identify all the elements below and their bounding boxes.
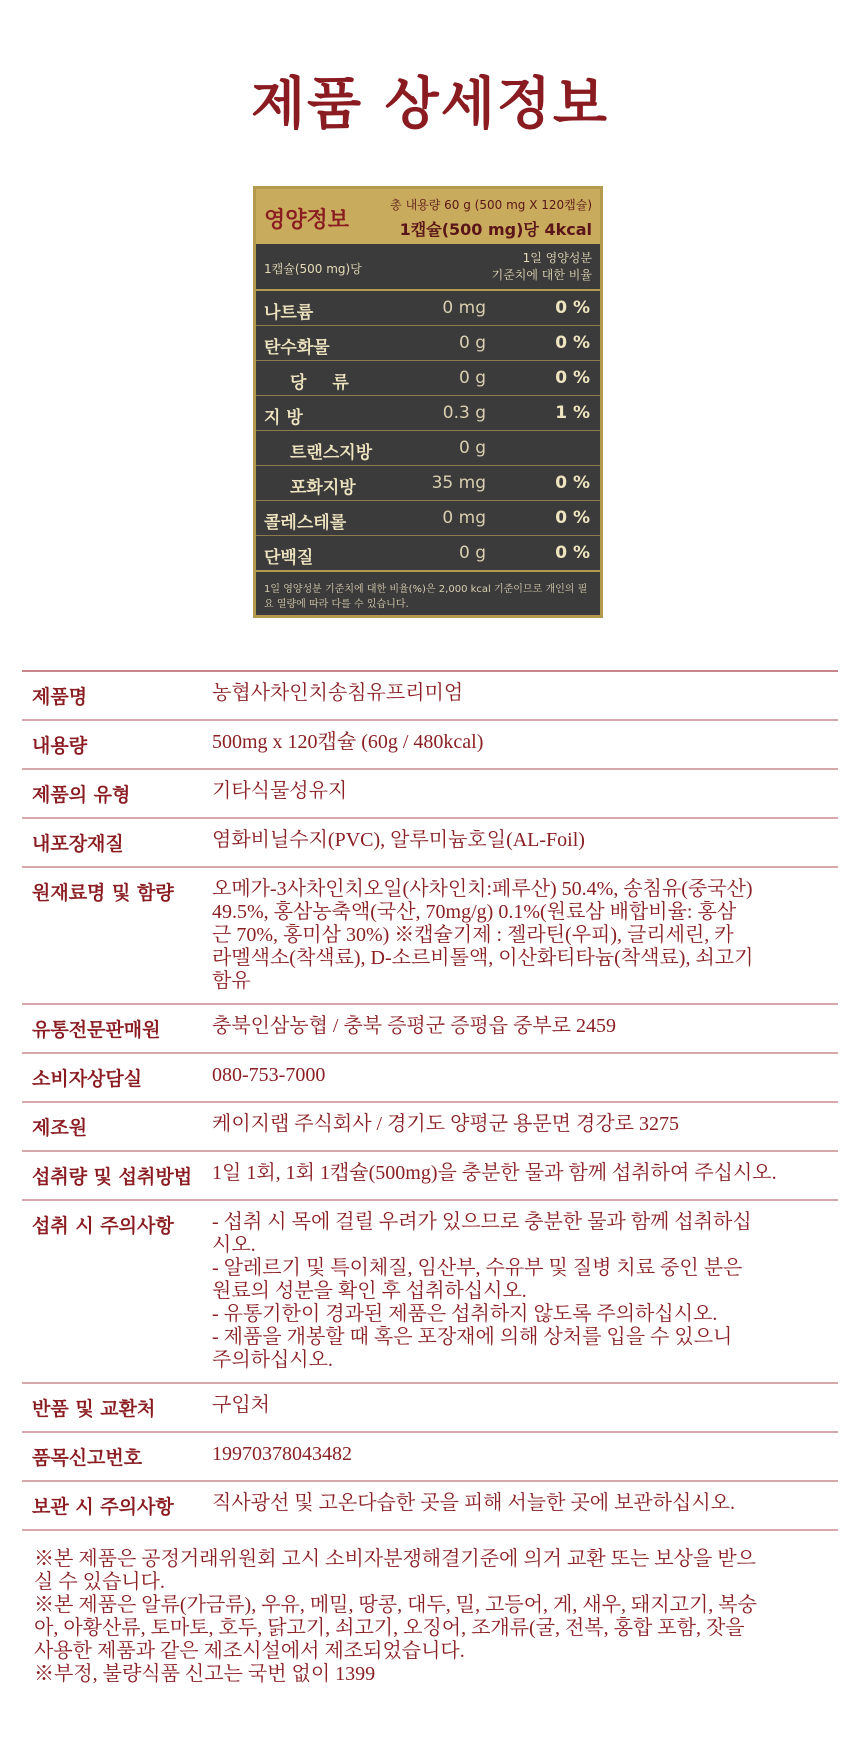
table-row <box>22 1005 838 1054</box>
nutrient-percent: 0 % <box>555 473 590 493</box>
nutrient-percent: 0 % <box>555 333 590 353</box>
row-value: 080-753-7000 <box>212 1064 326 1086</box>
table-row <box>22 1103 838 1152</box>
daily-value-line-1: 1일 영양성분 <box>522 251 592 265</box>
nutrition-label: 영양정보 <box>264 208 350 233</box>
row-value: 충북인삼농협 / 충북 증평군 증평읍 중부로 2459 <box>212 1015 616 1037</box>
notice-text: ※본 제품은 공정거래위원회 고시 소비자분쟁해결기준에 의거 교환 또는 보상을 받으 실 수 있습니다. ※본 제품은 알류(가금류), 우유, 메밀, 땅콩, 대두, 밀, 고등어, 게, 새우, 돼지고기, 복숭 아, 아황산류, 토마토, 호두, 닭고기, 쇠고기, 오징어, 조개류(굴, 전복, 홍합 포함, 잣을 사용한 제품과 같은 제조시설에서 제조되었습니다. ※부정, 불량식품 신고는 국번 없이 1399 <box>34 1548 757 1685</box>
row-value: 1일 1회, 1회 1캡슐(500mg)을 충분한 물과 함께 섭취하여 주십시오. <box>212 1162 777 1184</box>
nutrition-total: 총 내용량 60 g (500 mg X 120캡슐) <box>390 198 592 212</box>
serving-unit-label: 1캡슐(500 mg)당 <box>264 262 362 276</box>
row-value: - 섭취 시 목에 걸릴 우려가 있으므로 충분한 물과 함께 섭취하십 시오. - 알레르기 및 특이체질, 임산부, 수유부 및 질병 치료 중인 분은 원료의 성분을 확인 후 섭취하십시오. - 유통기한이 경과된 제품은 섭취하지 않도록 주의하십시오. - 제품을 개봉할 때 혹은 포장재에 의해 상처를 입을 수 있으니 주의하십시오. <box>212 1211 752 1371</box>
daily-value-label <box>492 250 592 284</box>
row-key: 품목신고번호 <box>32 1447 143 1469</box>
table-row <box>22 1054 838 1103</box>
nutrient-amount: 35 mg <box>431 473 486 493</box>
row-key: 제품명 <box>32 686 88 708</box>
daily-value-line-2: 기준치에 대한 비율 <box>491 268 592 282</box>
nutrient-name: 지 방 <box>264 408 303 428</box>
nutrient-name: 트랜스지방 <box>290 443 373 463</box>
nutrient-amount: 0 g <box>458 368 486 388</box>
nutrient-amount: 0 g <box>458 543 486 563</box>
table-row <box>22 770 838 819</box>
nutrient-amount: 0 g <box>458 438 486 458</box>
row-value: 500mg x 120캡슐 (60g / 480kcal) <box>212 731 484 753</box>
nutrient-name: 단백질 <box>264 548 314 568</box>
table-row <box>22 819 838 868</box>
nutrient-row <box>256 326 600 361</box>
nutrient-row <box>256 396 600 431</box>
nutrition-column-header <box>256 244 600 291</box>
nutrient-row <box>256 431 600 466</box>
row-value: 구입처 <box>212 1394 270 1416</box>
row-key: 섭취량 및 섭취방법 <box>32 1166 193 1188</box>
nutrient-percent: 0 % <box>555 298 590 318</box>
nutrient-amount: 0 mg <box>442 508 486 528</box>
nutrient-row <box>256 361 600 396</box>
row-key: 반품 및 교환처 <box>32 1398 156 1420</box>
nutrient-amount: 0.3 g <box>442 403 486 423</box>
nutrient-row <box>256 466 600 501</box>
table-row <box>22 1201 838 1384</box>
row-key: 제품의 유형 <box>32 784 131 806</box>
row-value: 19970378043482 <box>212 1443 352 1465</box>
nutrient-name: 포화지방 <box>290 478 356 498</box>
product-info-table <box>22 670 838 1531</box>
row-key: 소비자상담실 <box>32 1068 143 1090</box>
table-row <box>22 1433 838 1482</box>
table-row <box>22 1152 838 1201</box>
row-key: 보관 시 주의사항 <box>32 1496 174 1518</box>
table-row <box>22 721 838 770</box>
nutrition-footnote: 1일 영양성분 기준치에 대한 비율(%)은 2,000 kcal 기준이므로 개인의 필요 열량에 따라 다를 수 있습니다. <box>264 584 588 610</box>
nutrient-name: 탄수화물 <box>264 338 330 358</box>
nutrient-name: 나트륨 <box>264 303 314 323</box>
row-key: 내포장재질 <box>32 833 124 855</box>
nutrition-panel <box>253 186 603 618</box>
nutrient-percent: 0 % <box>555 543 590 563</box>
nutrient-percent: 1 % <box>555 403 590 423</box>
nutrient-row <box>256 501 600 536</box>
nutrient-amount: 0 g <box>458 333 486 353</box>
row-value: 기타식물성유지 <box>212 780 348 802</box>
nutrition-per-serving: 1캡슐(500 mg)당 4kcal <box>399 220 592 239</box>
row-value: 케이지랩 주식회사 / 경기도 양평군 용문면 경강로 3275 <box>212 1113 679 1135</box>
nutrient-name: 당 류 <box>290 373 359 393</box>
row-key: 내용량 <box>32 735 88 757</box>
table-row <box>22 868 838 1005</box>
row-value: 염화비닐수지(PVC), 알루미늄호일(AL-Foil) <box>212 829 585 851</box>
table-row <box>22 1482 838 1531</box>
nutrient-amount: 0 mg <box>442 298 486 318</box>
nutrient-row <box>256 291 600 326</box>
nutrient-row <box>256 536 600 572</box>
nutrient-percent: 0 % <box>555 368 590 388</box>
nutrition-header <box>256 189 600 244</box>
row-key: 섭취 시 주의사항 <box>32 1215 174 1237</box>
row-value: 농협사차인치송침유프리미엄 <box>212 682 464 704</box>
row-value: 오메가-3사차인치오일(사차인치:페루산) 50.4%, 송침유(중국산) 49.5%, 홍삼농축액(국산, 70mg/g) 0.1%(원료삼 배합비율: 홍삼 근 70%, 홍미삼 30%) ※캡슐기제 : 젤라틴(우피), 글리세린, 카 라멜색소(착색료), D-소르비톨액, 이산화티타늄(착색료), 쇠고기 함유 <box>212 878 754 992</box>
nutrient-name: 콜레스테롤 <box>264 513 347 533</box>
table-row <box>22 672 838 721</box>
row-key: 유통전문판매원 <box>32 1019 161 1041</box>
page-title: 제품 상세정보 <box>250 72 610 137</box>
row-value: 직사광선 및 고온다습한 곳을 피해 서늘한 곳에 보관하십시오. <box>212 1492 735 1514</box>
row-key: 원재료명 및 함량 <box>32 882 174 904</box>
table-row <box>22 1384 838 1433</box>
nutrient-percent: 0 % <box>555 508 590 528</box>
row-key: 제조원 <box>32 1117 88 1139</box>
